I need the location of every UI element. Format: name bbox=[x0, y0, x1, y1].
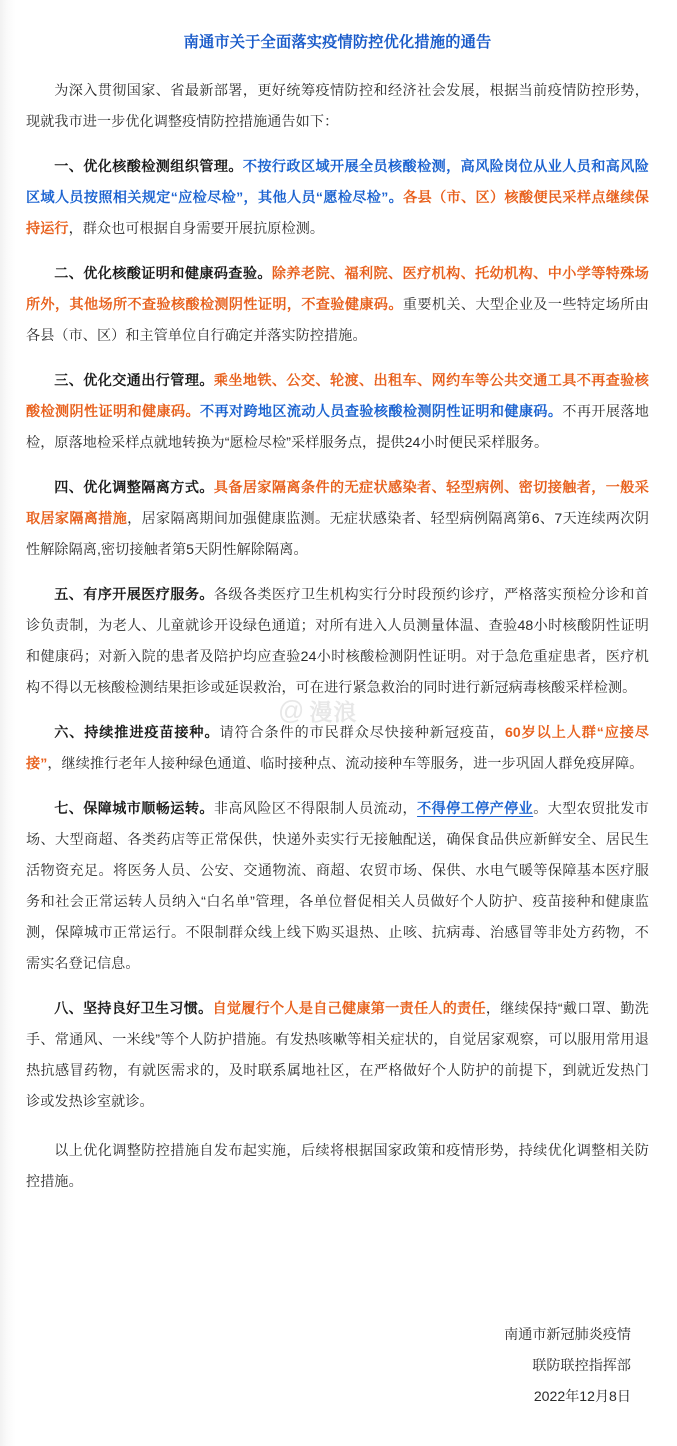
text-run-plain: 重要机关、大型企业及一些特定场所由各县（市、区）和主管单位自行确定并落实防控措施。 bbox=[26, 295, 649, 343]
document-body bbox=[26, 55, 649, 1446]
section-number: 八、 bbox=[54, 999, 83, 1016]
text-run-blue: 不再对跨地区流动人员查验核酸检测阴性证明和健康码。 bbox=[199, 402, 563, 419]
text-run-plain: 。大型农贸批发市场、大型商超、各类药店等正常保供，快递外卖实行无接触配送，确保食品供应新鲜安全、居民生活物资充足。将医务人员、公安、交通物流、商超、农贸市场、保供、水电气暖等保障基本医疗服务和社会正常运转人员纳入“白名单”管理，各单位督促相关人员做好个人防护、疫苗接种和健康监测，保障城市正常运行。不限制群众线上线下购买退热、止咳、抗病毒、治感冒等非处方药物，不需实名登记信息。 bbox=[26, 799, 649, 971]
bottom-spacer bbox=[26, 1412, 649, 1446]
closing-paragraph: 以上优化调整防控措施自发布起实施，后续将根据国家政策和疫情形势，持续优化调整相关防控措施。 bbox=[26, 1141, 649, 1189]
section-number: 二、 bbox=[54, 264, 84, 281]
text-run-orange: 乘坐地铁、公交、轮渡、出租车、网约车等公共交通工具不再查验核酸检测阴性证明和健康码。 bbox=[26, 371, 649, 419]
section-paragraph bbox=[26, 151, 649, 244]
text-run-plain: ，继续保持“戴口罩、勤洗手、常通风、一米线”等个人防护措施。有发热咳嗽等相关症状的，自觉居家观察，可以服用常用退热抗感冒药物，有就医需求的，及时联系属地社区，在严格做好个人防护的前提下，到就近发热门诊或发热诊室就诊。 bbox=[26, 999, 649, 1109]
document-title: 南通市关于全面落实疫情防控优化措施的通告 bbox=[183, 34, 492, 51]
section-heading: 持续推进疫苗接种。 bbox=[84, 723, 220, 740]
signature-organization-line-1: 南通市新冠肺炎疫情 bbox=[504, 1325, 631, 1342]
signature-spacer bbox=[26, 1211, 649, 1259]
section-number: 四、 bbox=[54, 478, 84, 495]
section-number: 七、 bbox=[54, 799, 84, 816]
paragraph-list bbox=[26, 75, 649, 1117]
section-paragraph bbox=[26, 717, 649, 779]
watermark-label: 漫浪 bbox=[309, 699, 358, 725]
text-run-blue: 不按行政区域开展全员核酸检测，高风险岗位从业人员和高风险区域人员按照相关规定“应检尽检”，其他人员“愿检尽检”。 bbox=[26, 157, 649, 205]
text-run-plain: ，居家隔离期间加强健康监测。无症状感染者、轻型病例隔离第6、7天连续两次阴性解除隔离,密切接触者第5天阴性解除隔离。 bbox=[26, 509, 650, 557]
section-heading: 优化核酸检测组织管理。 bbox=[83, 157, 243, 174]
text-run-plain: 不再开展落地检，原落地检采样点就地转换为“愿检尽检”采样服务点，提供24小时便民采样服务。 bbox=[26, 402, 649, 450]
signature-organization-line-2: 联防联控指挥部 bbox=[532, 1356, 631, 1373]
section-number: 五、 bbox=[54, 585, 84, 602]
section-heading: 坚持良好卫生习惯。 bbox=[82, 999, 213, 1016]
text-run-orange: 除养老院、福利院、医疗机构、托幼机构、中小学等特殊场所外，其他场所不查验核酸检测阴性证明，不查验健康码。 bbox=[26, 264, 649, 312]
section-heading: 优化调整隔离方式。 bbox=[83, 478, 214, 495]
section-paragraph bbox=[26, 365, 649, 458]
text-run-plain: 为深入贯彻国家、省最新部署，更好统筹疫情防控和经济社会发展，根据当前疫情防控形势，现就我市进一步优化调整疫情防控措施通告如下： bbox=[26, 81, 649, 129]
watermark-at-icon: @ bbox=[278, 695, 306, 725]
text-run-blue-underline: 不得停工停产停业 bbox=[417, 799, 534, 816]
text-run-orange: 各县（市、区）核酸便民采样点继续保持运行 bbox=[26, 188, 649, 236]
section-number: 六、 bbox=[54, 723, 85, 740]
section-paragraph bbox=[26, 993, 649, 1117]
text-run-plain: ，群众也可根据自身需要开展抗原检测。 bbox=[68, 219, 325, 236]
text-run-orange: 具备居家隔离条件的无症状感染者、轻型病例、密切接触者，一般采取居家隔离措施 bbox=[26, 478, 649, 526]
intro-paragraph bbox=[26, 75, 649, 137]
text-run-plain: 各级各类医疗卫生机构实行分时段预约诊疗，严格落实预检分诊和首诊负责制，为老人、儿童就诊开设绿色通道；对所有进入人员测量体温、查验48小时核酸阴性证明和健康码；对新入院的患者及陪护均应查验24小时核酸检测阴性证明。对于急危重症患者，医疗机构不得以无核酸检测结果拒诊或延误救治，可在进行紧急救治的同时进行新冠病毒核酸采样检测。 bbox=[26, 585, 649, 695]
section-heading: 有序开展医疗服务。 bbox=[83, 585, 214, 602]
text-run-plain: ，继续推行老年人接种绿色通道、临时接种点、流动接种车等服务，进一步巩固人群免疫屏障。 bbox=[47, 754, 644, 771]
text-run-plain: 请符合条件的市民群众尽快接种新冠疫苗， bbox=[219, 723, 505, 740]
section-number: 三、 bbox=[54, 371, 84, 388]
section-paragraph bbox=[26, 793, 649, 979]
text-run-orange: 60岁以上人群“应接尽接” bbox=[26, 723, 650, 771]
section-heading: 优化核酸证明和健康码查验。 bbox=[83, 264, 272, 281]
text-run-orange: 自觉履行个人是自己健康第一责任人的责任 bbox=[212, 999, 486, 1016]
section-paragraph bbox=[26, 579, 649, 703]
signature-block bbox=[26, 1319, 649, 1412]
section-heading: 保障城市顺畅运转。 bbox=[83, 799, 214, 816]
section-number: 一、 bbox=[54, 157, 84, 174]
section-paragraph bbox=[26, 472, 649, 565]
signature-date: 2022年12月8日 bbox=[533, 1387, 631, 1404]
section-paragraph bbox=[26, 258, 649, 351]
section-heading: 优化交通出行管理。 bbox=[83, 371, 214, 388]
text-run-plain: 非高风险区不得限制人员流动， bbox=[213, 799, 418, 816]
